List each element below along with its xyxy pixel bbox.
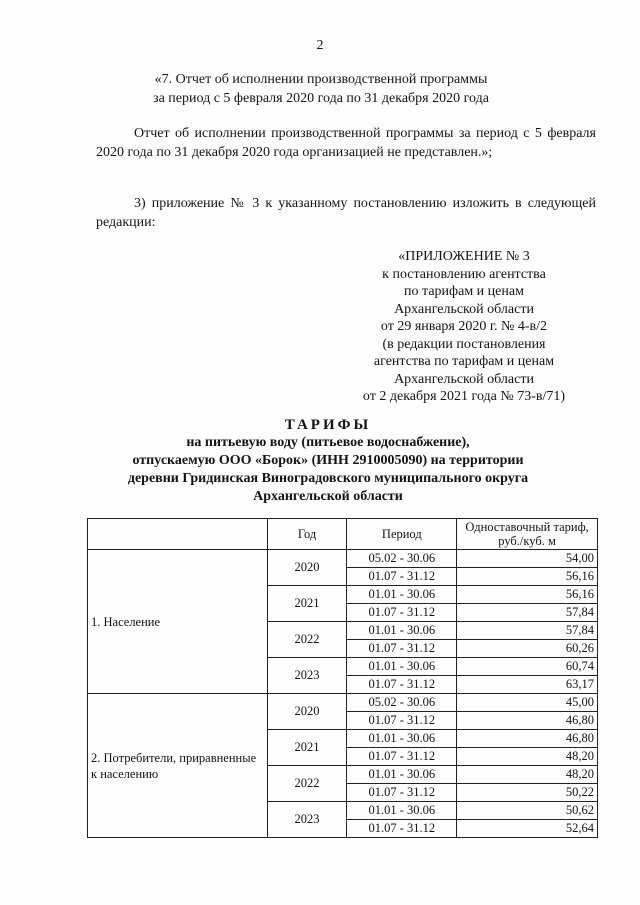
appendix-line: от 29 января 2020 г. № 4-в/2 xyxy=(380,319,548,334)
table-header-row xyxy=(88,519,598,550)
tariff-cell: 57,84 xyxy=(457,622,598,640)
tariff-cell: 57,84 xyxy=(457,604,598,622)
year-cell: 2022 xyxy=(267,766,347,802)
tariff-cell: 60,74 xyxy=(457,658,598,676)
tariff-cell: 54,00 xyxy=(457,550,598,568)
tariff-cell: 48,20 xyxy=(457,748,598,766)
appendix-line: агентства по тарифам и ценам xyxy=(373,354,555,369)
period-cell: 01.07 - 31.12 xyxy=(347,784,457,802)
period-cell: 01.07 - 31.12 xyxy=(347,748,457,766)
tariff-cell: 60,26 xyxy=(457,640,598,658)
year-cell: 2023 xyxy=(267,802,347,838)
tariffs-title-line: отпускаемую ООО «Борок» (ИНН 2910005090) на территории xyxy=(132,453,524,468)
tariff-cell: 48,20 xyxy=(457,766,598,784)
year-cell: 2022 xyxy=(267,622,347,658)
year-cell: 2021 xyxy=(267,730,347,766)
year-cell: 2020 xyxy=(267,694,347,730)
report-paragraph: Отчет об исполнении производственной программы за период с 5 февраля 2020 года по 31 декабря 2020 года организацией не представлен.»; xyxy=(96,126,596,160)
tariff-cell: 50,62 xyxy=(457,802,598,820)
period-cell: 01.07 - 31.12 xyxy=(347,712,457,730)
period-cell: 01.01 - 30.06 xyxy=(347,586,457,604)
section-7-line-2: за период с 5 февраля 2020 года по 31 декабря 2020 года xyxy=(153,91,489,106)
period-cell: 01.07 - 31.12 xyxy=(347,568,457,586)
year-cell: 2023 xyxy=(267,658,347,694)
section-7-line-1: «7. Отчет об исполнении производственной программы xyxy=(154,72,488,87)
period-cell: 01.01 - 30.06 xyxy=(347,766,457,784)
tariff-cell: 45,00 xyxy=(457,694,598,712)
appendix-line: к постановлению агентства xyxy=(382,266,546,282)
period-cell: 01.07 - 31.12 xyxy=(347,640,457,658)
header-year: Год xyxy=(267,519,347,550)
period-cell: 01.07 - 31.12 xyxy=(347,604,457,622)
header-period: Период xyxy=(347,519,457,550)
period-cell: 01.01 - 30.06 xyxy=(347,730,457,748)
tariff-cell: 46,80 xyxy=(457,730,598,748)
appendix-header xyxy=(330,248,598,406)
appendix-line: (в редакции постановления xyxy=(382,336,546,352)
tariff-cell: 52,64 xyxy=(457,820,598,838)
year-cell: 2020 xyxy=(267,550,347,586)
appendix-line: «ПРИЛОЖЕНИЕ № 3 xyxy=(398,249,530,264)
tariffs-title-line: на питьевую воду (питьевое водоснабжение), xyxy=(186,435,470,450)
category-population: 1. Население xyxy=(88,550,268,694)
period-cell: 05.02 - 30.06 xyxy=(347,550,457,568)
table-row xyxy=(88,550,598,568)
header-category xyxy=(88,519,268,550)
category-equivalent-consumers: 2. Потребители, приравненные к населению xyxy=(88,694,268,838)
period-cell: 01.01 - 30.06 xyxy=(347,802,457,820)
period-cell: 01.01 - 30.06 xyxy=(347,622,457,640)
appendix-line: Архангельской области xyxy=(394,371,534,387)
period-cell: 01.07 - 31.12 xyxy=(347,676,457,694)
appendix-instruction-paragraph: 3) приложение № 3 к указанному постановлению изложить в следующей редакции: xyxy=(96,196,596,230)
tariff-cell: 56,16 xyxy=(457,586,598,604)
page-number: 2 xyxy=(316,38,324,53)
appendix-line: по тарифам и ценам xyxy=(404,284,524,299)
tariffs-title-line: деревни Гридинская Виноградовского муниципального округа xyxy=(127,471,529,486)
section-7-heading xyxy=(96,70,546,108)
tariff-cell: 63,17 xyxy=(457,676,598,694)
tariffs-title xyxy=(96,416,560,506)
table-row xyxy=(88,694,598,712)
tariff-cell: 50,22 xyxy=(457,784,598,802)
tariff-cell: 46,80 xyxy=(457,712,598,730)
appendix-line: Архангельской области xyxy=(394,301,534,317)
period-cell: 05.02 - 30.06 xyxy=(347,694,457,712)
period-cell: 01.07 - 31.12 xyxy=(347,820,457,838)
header-tariff: Одноставочный тариф, руб./куб. м xyxy=(457,519,598,550)
tariffs-title-main: ТАРИФЫ xyxy=(284,417,372,433)
year-cell: 2021 xyxy=(267,586,347,622)
tariffs-title-line: Архангельской области xyxy=(253,489,403,504)
tariff-cell: 56,16 xyxy=(457,568,598,586)
period-cell: 01.01 - 30.06 xyxy=(347,658,457,676)
appendix-line: от 2 декабря 2021 года № 73-в/71) xyxy=(362,389,566,404)
tariffs-table xyxy=(87,518,598,838)
